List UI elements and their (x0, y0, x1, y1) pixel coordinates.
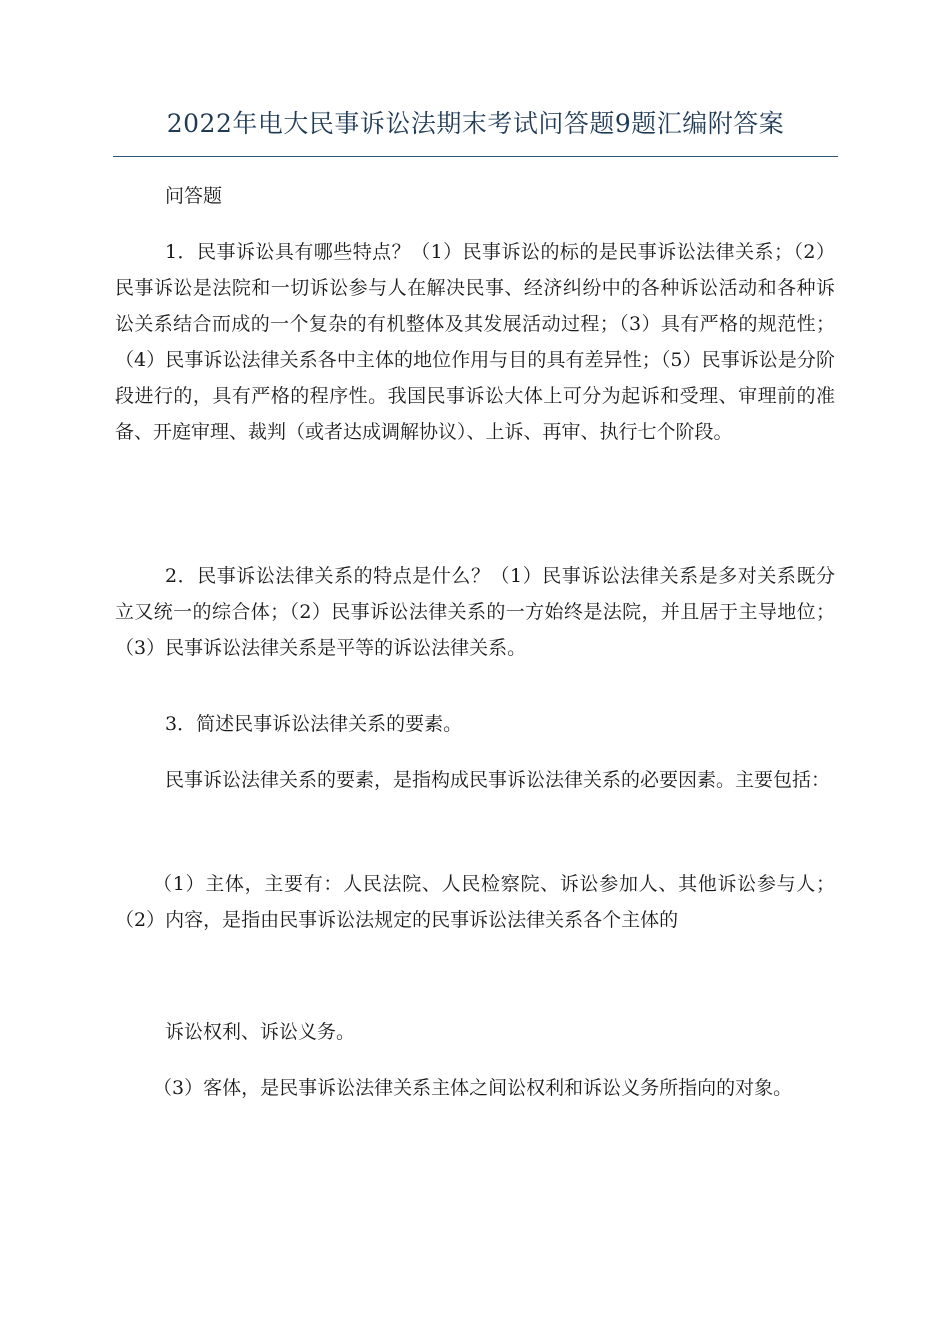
paragraph-q2: 2．民事诉讼法律关系的特点是什么？（1）民事诉讼法律关系是多对关系既分立又统一的综合体；（2）民事诉讼法律关系的一方始终是法院，并且居于主导地位；（3）民事诉讼法律关系是平等的诉讼法律关系。 (115, 565, 835, 659)
paragraph-subject-content: （1）主体，主要有：人民法院、人民检察院、诉讼参加人、其他诉讼参与人；（2）内容，是指由民事诉讼法规定的民事诉讼法律关系各个主体的 (115, 873, 835, 931)
paragraph-elements-intro: 民事诉讼法律关系的要素，是指构成民事诉讼法律关系的必要因素。主要包括： (165, 769, 831, 791)
paragraph-object: （3）客体，是民事诉讼法律关系主体之间讼权利和诉讼义务所指向的对象。 (153, 1077, 793, 1099)
title-underline (113, 156, 838, 157)
paragraph-q1: 1．民事诉讼具有哪些特点？（1）民事诉讼的标的是民事诉讼法律关系；（2）民事诉讼是法院和一切诉讼参与人在解决民事、经济纠纷中的各种诉讼活动和各种诉讼关系结合而成的一个复杂的有机整体及其发展活动过程；（3）具有严格的规范性；（4）民事诉讼法律关系各中主体的地位作用与目的具有差异性；（5）民事诉讼是分阶段进行的，具有严格的程序性。我国民事诉讼大体上可分为起诉和受理、审理前的准备、开庭审理、裁判（或者达成调解协议）、上诉、再审、执行七个阶段。 (115, 241, 835, 443)
paragraph-q3: 3．简述民事诉讼法律关系的要素。 (165, 713, 463, 735)
paragraph-rights-duties: 诉讼权利、诉讼义务。 (165, 1021, 356, 1043)
section-heading: 问答题 (165, 185, 223, 207)
document-title: 2022年电大民事诉讼法期末考试问答题9题汇编附答案 (166, 109, 785, 138)
